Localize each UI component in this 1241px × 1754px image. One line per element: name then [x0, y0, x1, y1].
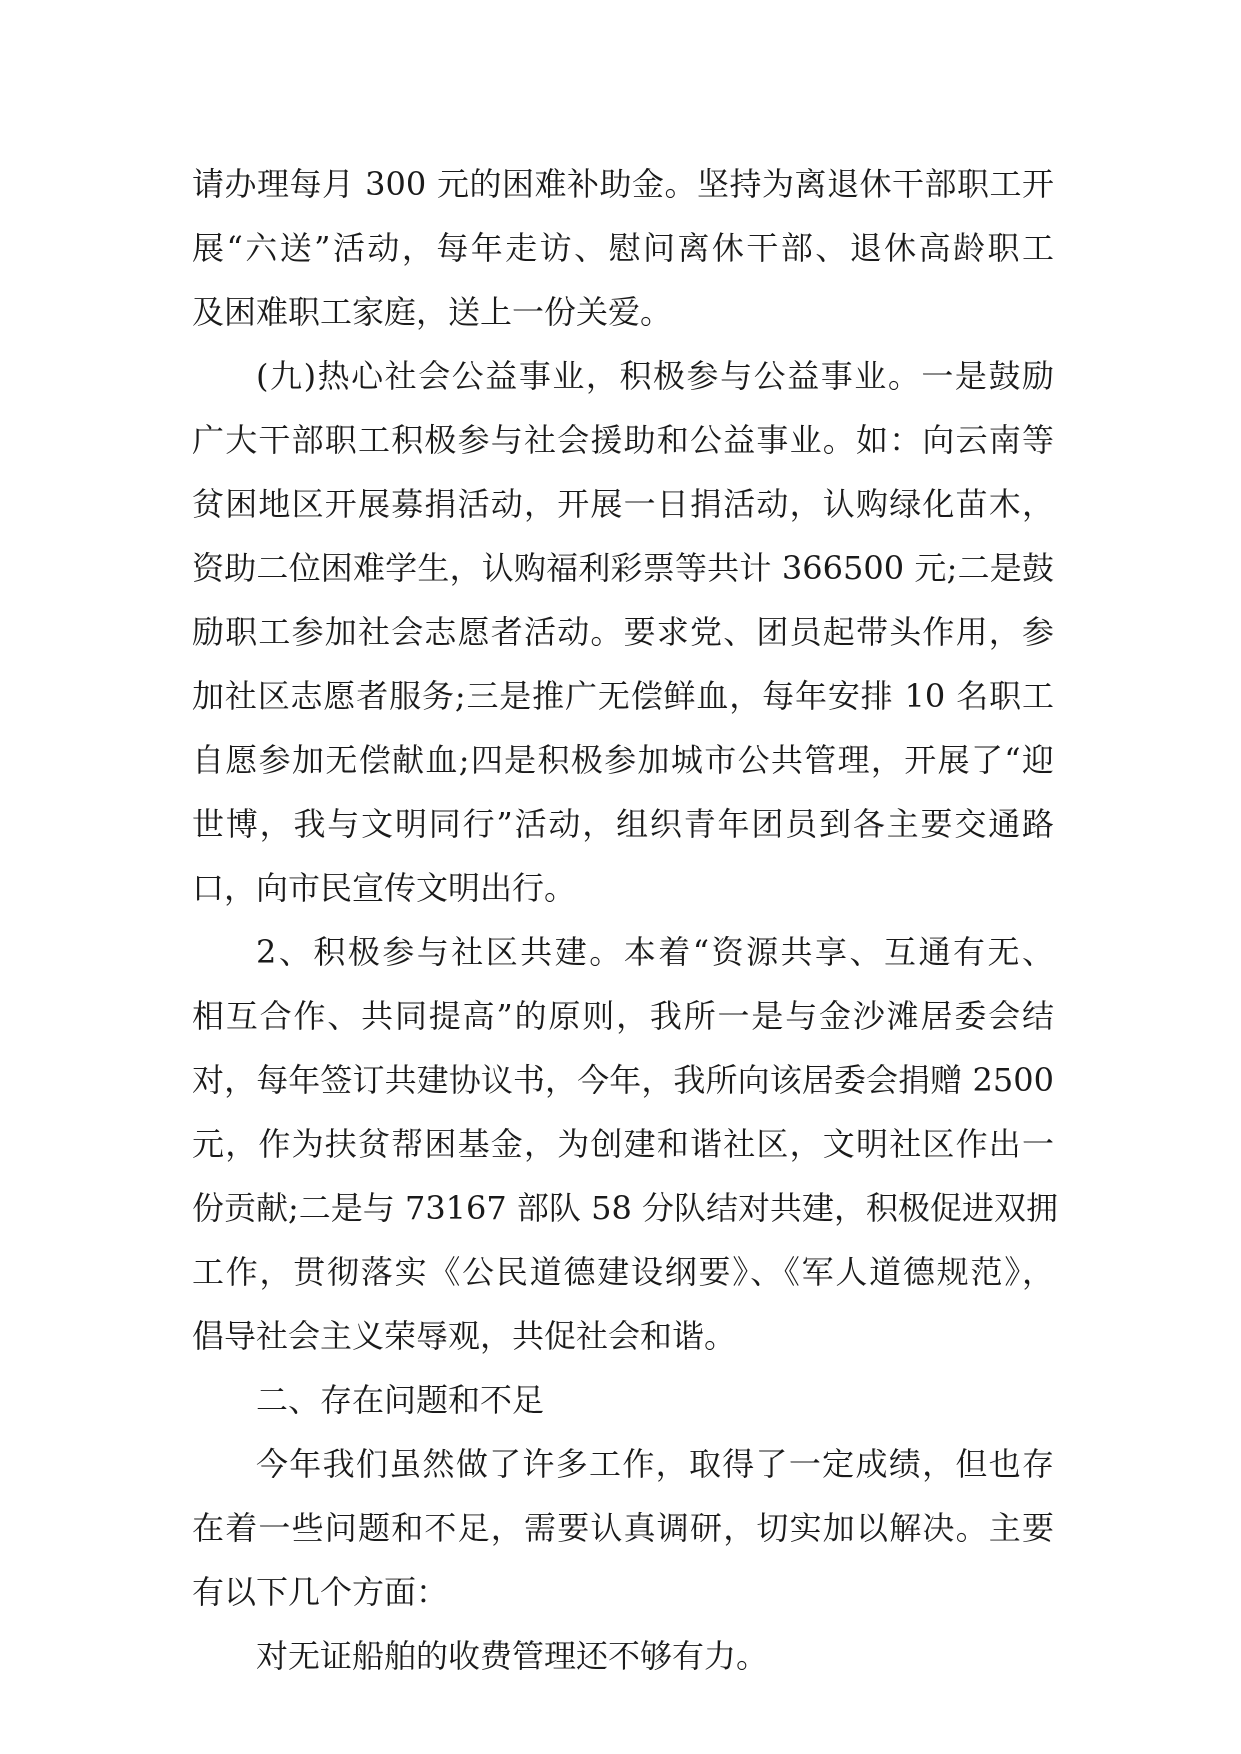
text-line: 工作，贯彻落实《公民道德建设纲要》、《军人道德规范》，	[192, 1253, 1054, 1291]
document-body	[192, 152, 1058, 1688]
paragraph-first-line: 2、积极参与社区共建。本着“资源共享、互通有无、	[256, 933, 1054, 971]
text-line: 贫困地区开展募捐活动，开展一日捐活动，认购绿化苗木，	[192, 485, 1054, 523]
text-line: 资助二位困难学生，认购福利彩票等共计 366500 元;二是鼓	[192, 549, 1054, 587]
text-line: 相互合作、共同提高”的原则，我所一是与金沙滩居委会结	[192, 997, 1054, 1035]
text-line: 励职工参加社会志愿者活动。要求党、团员起带头作用，参	[192, 613, 1054, 651]
text-line: 展“六送”活动，每年走访、慰问离休干部、退休高龄职工	[192, 229, 1054, 267]
paragraph-first-line: 今年我们虽然做了许多工作，取得了一定成绩，但也存	[256, 1445, 1054, 1483]
paragraph-first-line: (九)热心社会公益事业，积极参与公益事业。一是鼓励	[256, 357, 1054, 395]
text-line: 请办理每月 300 元的困难补助金。坚持为离退休干部职工开	[192, 165, 1054, 203]
text-line: 倡导社会主义荣辱观，共促社会和谐。	[192, 1317, 737, 1355]
text-line: 在着一些问题和不足，需要认真调研，切实加以解决。主要	[192, 1509, 1054, 1547]
text-line: 及困难职工家庭，送上一份关爱。	[192, 293, 673, 331]
paragraph-first-line: 对无证船舶的收费管理还不够有力。	[256, 1637, 769, 1675]
text-line: 份贡献;二是与 73167 部队 58 分队结对共建，积极促进双拥	[192, 1189, 1058, 1227]
text-line: 对，每年签订共建协议书，今年，我所向该居委会捐赠 2500	[192, 1061, 1054, 1099]
text-line: 口，向市民宣传文明出行。	[192, 869, 577, 907]
text-line: 有以下几个方面：	[192, 1573, 449, 1611]
text-line: 加社区志愿者服务;三是推广无偿鲜血，每年安排 10 名职工	[192, 677, 1054, 715]
text-line: 广大干部职工积极参与社会援助和公益事业。如：向云南等	[192, 421, 1054, 459]
section-heading: 二、存在问题和不足	[256, 1381, 545, 1419]
text-line: 自愿参加无偿献血;四是积极参加城市公共管理，开展了“迎	[192, 741, 1054, 779]
text-line: 世博，我与文明同行”活动，组织青年团员到各主要交通路	[192, 805, 1054, 843]
text-line: 元，作为扶贫帮困基金，为创建和谐社区，文明社区作出一	[192, 1125, 1054, 1163]
